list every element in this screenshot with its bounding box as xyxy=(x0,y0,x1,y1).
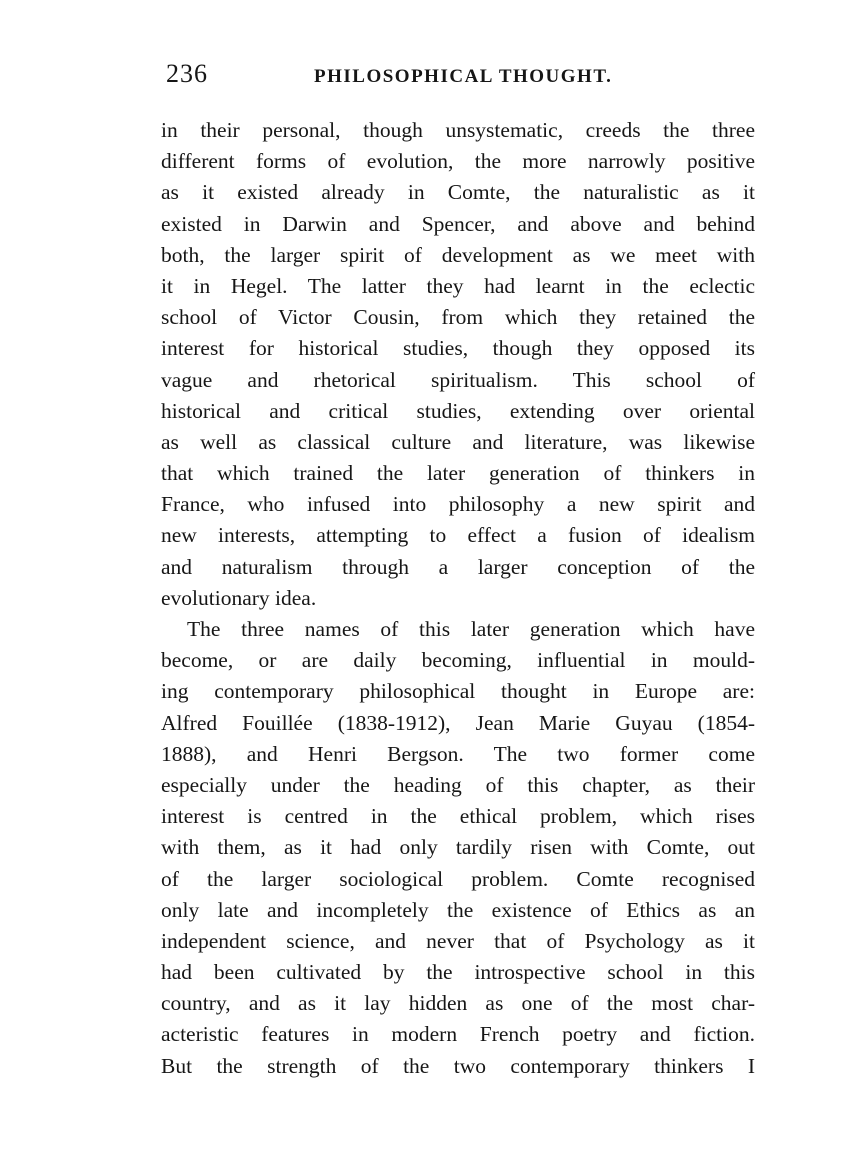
text-line: it in Hegel. The latter they had learnt in the eclectic xyxy=(161,273,755,298)
text-line: as well as classical culture and literature, was likewise xyxy=(161,429,755,454)
page-header xyxy=(166,58,756,98)
text-line: country, and as it lay hidden as one of the most char- xyxy=(161,991,755,1016)
text-line: existed in Darwin and Spencer, and above and behind xyxy=(161,211,755,236)
text-line: school of Victor Cousin, from which they retained the xyxy=(161,305,755,330)
text-line: with them, as it had only tardily risen with Comte, out xyxy=(161,835,755,860)
text-line: independent science, and never that of Psychology as it xyxy=(161,928,755,953)
text-line: had been cultivated by the introspective school in this xyxy=(161,960,755,985)
text-line: in their personal, though unsystematic, creeds the three xyxy=(161,118,755,142)
text-line: different forms of evolution, the more narrowly positive xyxy=(161,149,755,174)
page-number: 236 xyxy=(166,59,208,88)
text-line: as it existed already in Comte, the naturalistic as it xyxy=(161,180,755,205)
text-line: only late and incompletely the existence of Ethics as an xyxy=(161,897,755,922)
text-line: historical and critical studies, extending over oriental xyxy=(161,398,755,423)
text-line: vague and rhetorical spiritualism. This school of xyxy=(161,367,755,392)
text-line: especially under the heading of this chapter, as their xyxy=(161,772,755,797)
body-text xyxy=(161,115,755,1082)
text-line: become, or are daily becoming, influential in mould- xyxy=(161,648,755,673)
running-title: PHILOSOPHICAL THOUGHT. xyxy=(314,66,613,87)
text-line: France, who infused into philosophy a new spirit and xyxy=(161,492,755,517)
text-line: that which trained the later generation of thinkers in xyxy=(161,461,755,486)
paragraph-first-line: The three names of this later generation which have xyxy=(187,617,755,641)
text-line: and naturalism through a larger conception of the xyxy=(161,554,755,579)
text-line: acteristic features in modern French poetry and fiction. xyxy=(161,1022,755,1047)
text-line: interest is centred in the ethical problem, which rises xyxy=(161,804,755,829)
text-line: ing contemporary philosophical thought in Europe are: xyxy=(161,679,755,704)
text-line: both, the larger spirit of development as we meet with xyxy=(161,242,755,267)
paragraph-last-line: evolutionary idea. xyxy=(161,585,317,610)
text-line: 1888), and Henri Bergson. The two former come xyxy=(161,741,755,766)
text-line: new interests, attempting to effect a fusion of idealism xyxy=(161,523,755,548)
text-line: of the larger sociological problem. Comte recognised xyxy=(161,866,755,891)
text-line: interest for historical studies, though they opposed its xyxy=(161,336,755,361)
text-line: But the strength of the two contemporary thinkers I xyxy=(161,1053,755,1078)
text-line: Alfred Fouillée (1838-1912), Jean Marie Guyau (1854- xyxy=(161,710,755,735)
